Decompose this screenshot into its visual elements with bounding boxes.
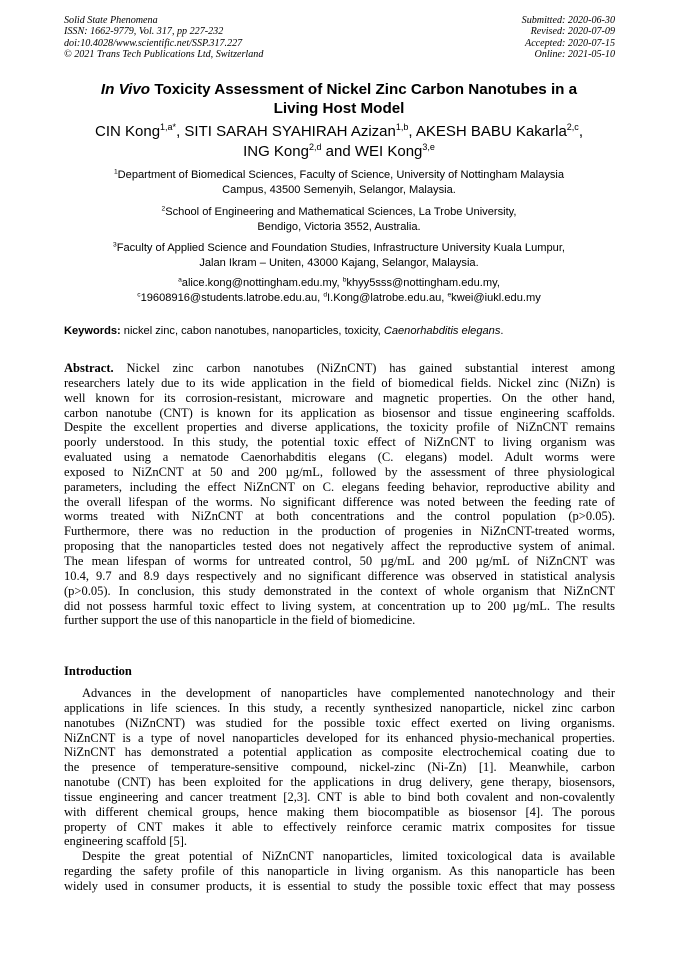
intro-line: tissue engineering and cancer treatment [2,3]. CNT is able to bind both covalent and non-covalently bbox=[64, 789, 615, 804]
abstract-text: Nickel zinc carbon nanotubes (NiZnCNT) has gained substantial interest among bbox=[113, 361, 615, 375]
abstract-line: parameters, including the effect NiZnCNT on C. elegans feeding behavior, reproductive ability and bbox=[64, 479, 615, 494]
affiliation-text: Bendigo, Victoria 3552, Australia. bbox=[257, 221, 421, 234]
author-sup: 2,c bbox=[566, 122, 579, 132]
intro-line: property of CNT makes it able to effectively reinforce ceramic matrix composites for tissue bbox=[64, 819, 615, 834]
intro-line: widely used in consumer products, it is essential to study the possible toxic effect that may possess bbox=[64, 878, 615, 893]
doi-line: doi:10.4028/www.scientific.net/SSP.317.227 bbox=[64, 37, 243, 49]
intro-line: regarding the safety profile of this nanoparticle in living organism. As this nanoparticle has been bbox=[64, 864, 615, 879]
email-sup: a bbox=[178, 276, 182, 284]
abstract-line: worms treated with NiZnCNT at both concentrations and the control population (p>0.05). bbox=[64, 509, 615, 524]
affiliation-sup: 3 bbox=[112, 241, 117, 249]
author-sup: 1,b bbox=[395, 122, 409, 132]
email-address: I.Kong@latrobe.edu.au, bbox=[327, 292, 448, 305]
title-line2: Living Host Model bbox=[273, 99, 405, 117]
abstract-line: did not possess harmful toxic effect to living system, at concentration up to 200 µg/mL. The results bbox=[64, 598, 615, 613]
email-sup: e bbox=[447, 291, 452, 299]
affiliation-text: Faculty of Applied Science and Foundation Studies, Infrastructure University Kuala Lumpur, bbox=[116, 242, 565, 254]
abstract-line: the overall lifespan of the worms. No significant difference was noted between the feeding rate of bbox=[64, 494, 615, 509]
online-date: Online: 2021-05-10 bbox=[534, 48, 615, 60]
copyright-line: © 2021 Trans Tech Publications Ltd, Switzerland bbox=[64, 48, 264, 60]
abstract-line bbox=[64, 361, 615, 376]
abstract-line: Furthermore, there was no reduction in the production of progenies in NiZnCNT-treated worms, bbox=[64, 524, 615, 539]
abstract-line: (p>0.05). In conclusion, this study demonstrated in the context of whole organism that NiZnCNT bbox=[64, 583, 615, 598]
abstract bbox=[64, 361, 615, 628]
abstract-line: further support the use of this nanoparticle in the field of biomedicine. bbox=[64, 613, 416, 628]
introduction-body bbox=[64, 686, 615, 894]
intro-line: engineering scaffold [5]. bbox=[64, 834, 187, 849]
email-sup: c bbox=[137, 291, 141, 299]
email-sup: b bbox=[342, 276, 347, 284]
abstract-line: proposing that the nanoparticles tested does not negatively affect the reproductive system of animal. bbox=[64, 539, 615, 554]
author-sup: 2,d bbox=[308, 141, 322, 152]
paper-title bbox=[60, 81, 618, 118]
author-name: CIN Kong bbox=[95, 123, 161, 140]
affiliation-2 bbox=[60, 205, 618, 235]
author-separator: , bbox=[176, 123, 185, 140]
abstract-line: The mean lifespan of worms for untreated control, 50 µg/mL and 200 µg/mL of NiZnCNT was bbox=[64, 553, 615, 568]
title-italic: In Vivo bbox=[100, 81, 151, 98]
keywords bbox=[64, 324, 624, 338]
author-sup: 1,a* bbox=[160, 122, 177, 132]
author-list bbox=[60, 122, 618, 161]
email-address: khyy5sss@nottingham.edu.my, bbox=[346, 277, 500, 289]
abstract-label: Abstract. bbox=[64, 361, 114, 375]
section-heading-introduction: Introduction bbox=[64, 664, 132, 678]
intro-line: applications in life sciences. In this study, a recently synthesized nanoparticle, nickel zinc carbon bbox=[64, 700, 615, 715]
intro-line: Advances in the development of nanoparticles have complemented nanotechnology and their bbox=[82, 686, 615, 700]
affiliation-3 bbox=[60, 241, 618, 271]
email-address: kwei@iukl.edu.my bbox=[451, 292, 541, 305]
affiliation-sup: 2 bbox=[161, 205, 166, 213]
email-address: alice.kong@nottingham.edu.my, bbox=[181, 277, 343, 289]
intro-line: Despite the great potential of NiZnCNT nanoparticles, limited toxicological data is available bbox=[82, 849, 615, 864]
author-name: WEI Kong bbox=[354, 142, 423, 160]
author-separator: , bbox=[408, 123, 416, 140]
keywords-end: . bbox=[500, 325, 504, 337]
revised-date: Revised: 2020-07-09 bbox=[530, 26, 615, 38]
abstract-line: well known for its corrosion-resistant, microware and magnetic properties. On the other hand, bbox=[64, 390, 615, 405]
journal-header-right bbox=[522, 15, 615, 60]
intro-line: NiZnCNT is a type of novel nanoparticles developed for its enhanced physio-mechanical properties. bbox=[64, 730, 615, 745]
abstract-line: poorly understood. In this study, the potential toxic effect of NiZnCNT to living organism was bbox=[64, 435, 615, 450]
affiliation-text: School of Engineering and Mathematical Sciences, La Trobe University, bbox=[165, 206, 517, 218]
author-emails bbox=[60, 276, 618, 306]
author-name: AKESH BABU Kakarla bbox=[415, 123, 567, 140]
keywords-label: Keywords: bbox=[64, 325, 121, 337]
abstract-line: evaluated using a nematode Caenorhabditis elegans (C. elegans) model. Adult worms were bbox=[64, 450, 615, 465]
author-sup: 3,e bbox=[422, 141, 435, 152]
email-address: 19608916@students.latrobe.edu.au, bbox=[140, 292, 324, 305]
author-name: ING Kong bbox=[243, 142, 309, 160]
title-line1: Toxicity Assessment of Nickel Zinc Carbon Nanotubes in a bbox=[150, 81, 578, 98]
keywords-species: Caenorhabditis elegans bbox=[383, 325, 501, 337]
journal-header-left bbox=[64, 15, 263, 60]
author-separator: and bbox=[321, 142, 355, 160]
affiliation-1 bbox=[60, 168, 618, 198]
intro-line: nanotube (CNT) has been exploited for the applications in drug delivery, gene therapy, biosensors, bbox=[64, 775, 615, 790]
intro-line: NiZnCNT has demonstrated a potential application as composite electrochemical coating due to bbox=[64, 745, 615, 760]
intro-line: with different chemical groups, hence making them biocompatible as biosensor [4]. The porous bbox=[64, 804, 615, 819]
affiliation-sup: 1 bbox=[113, 168, 118, 176]
abstract-line: 10.4, 9.7 and 8.9 days respectively and no significant difference was observed in statistical analysis bbox=[64, 568, 615, 583]
affiliation-text: Jalan Ikram – Uniten, 43000 Kajang, Selangor, Malaysia. bbox=[199, 257, 479, 270]
author-separator: , bbox=[578, 123, 583, 140]
submitted-date: Submitted: 2020-06-30 bbox=[521, 15, 615, 26]
intro-line: nanotubes (NiZnCNT) was studied for the possible toxic effect exerted on living organisms. bbox=[64, 715, 615, 730]
accepted-date: Accepted: 2020-07-15 bbox=[525, 37, 615, 49]
email-sup: d bbox=[323, 291, 328, 299]
affiliation-text: Department of Biomedical Sciences, Faculty of Science, University of Nottingham Malaysia bbox=[117, 169, 565, 181]
journal-name: Solid State Phenomena bbox=[64, 15, 158, 26]
abstract-line: carbon nanotube (CNT) is known for its application as biosensor and tissue engineering scaffolds. bbox=[64, 405, 615, 420]
issn-line: ISSN: 1662-9779, Vol. 317, pp 227-232 bbox=[64, 26, 224, 38]
abstract-line: researchers lately due to its wide application in the field of biomedical fields. Nickel zinc (NiZn) is bbox=[64, 375, 615, 390]
abstract-line: Despite the excellent properties and diverse applications, the toxicity profile of NiZnCNT remains bbox=[64, 420, 615, 435]
affiliation-text: Campus, 43500 Semenyih, Selangor, Malaysia. bbox=[222, 184, 456, 197]
intro-line: the presence of temperature-sensitive compound, nickel-zinc (Ni-Zn) [1]. Meanwhile, carbon bbox=[64, 760, 615, 775]
keywords-text: nickel zinc, cabon nanotubes, nanoparticles, toxicity, bbox=[120, 325, 384, 337]
abstract-line: exposed to NiZnCNT at 50 and 200 µg/mL, followed by the assessment of three physiological bbox=[64, 464, 615, 479]
author-name: SITI SARAH SYAHIRAH Azizan bbox=[184, 123, 396, 140]
